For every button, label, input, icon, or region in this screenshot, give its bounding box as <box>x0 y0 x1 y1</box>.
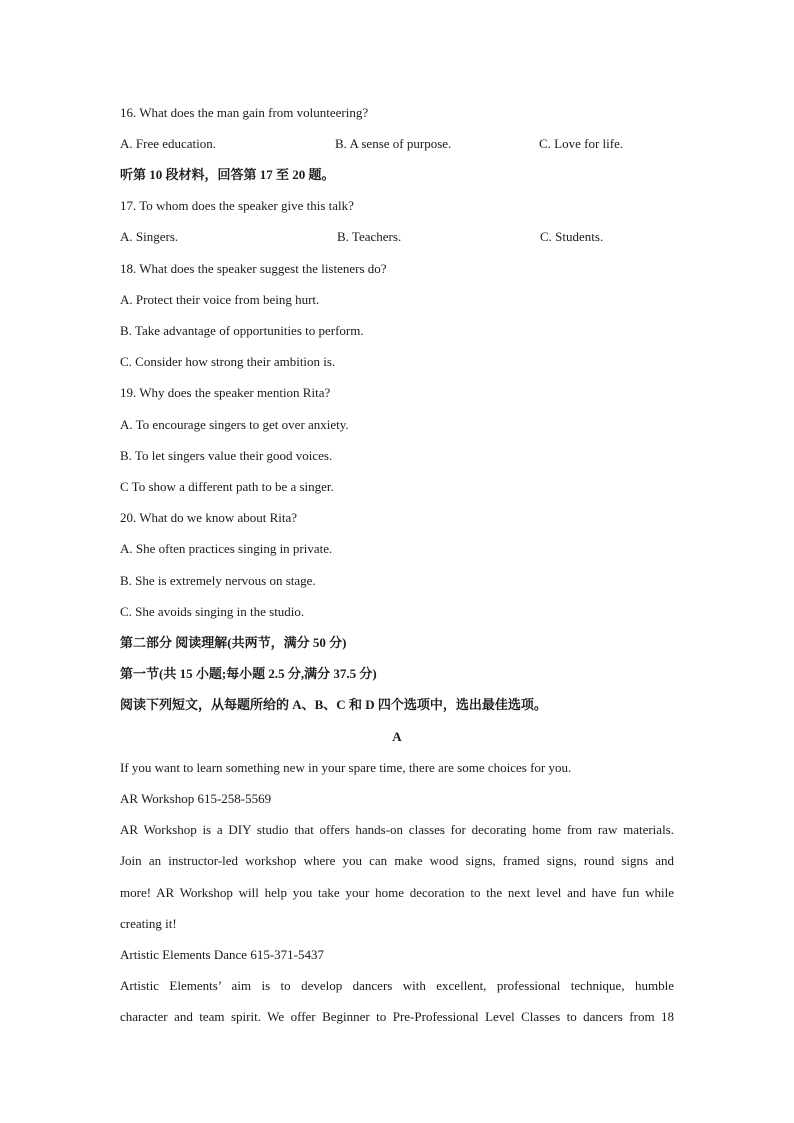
q18-option-a: A. Protect their voice from being hurt. <box>120 292 320 307</box>
q16-option-a: A. Free education. <box>120 136 217 151</box>
question-20: 20. What do we know about Rita? <box>120 510 298 525</box>
reading-instruction: 阅读下列短文，从每题所给的 A、B、C 和 D 四个选项中，选出最佳选项。 <box>120 697 547 712</box>
artistic-elements-title: Artistic Elements Dance 615-371-5437 <box>120 947 324 962</box>
ar-workshop-text-line: AR Workshop is a DIY studio that offers hands-on classes for decorating home from raw materials. <box>120 822 674 837</box>
q20-option-c: C. She avoids singing in the studio. <box>120 604 305 619</box>
q20-option-b: B. She is extremely nervous on stage. <box>120 573 316 588</box>
question-17: 17. To whom does the speaker give this talk? <box>120 198 354 213</box>
q19-option-a: A. To encourage singers to get over anxiety. <box>120 417 349 432</box>
q17-option-b: B. Teachers. <box>337 229 402 244</box>
ar-workshop-text-line: Join an instructor-led workshop where you can make wood signs, framed signs, round signs and <box>120 853 674 868</box>
q17-option-a: A. Singers. <box>120 229 179 244</box>
question-18: 18. What does the speaker suggest the listeners do? <box>120 261 387 276</box>
passage-intro: If you want to learn something new in your spare time, there are some choices for you. <box>120 760 572 775</box>
section-10-instruction: 听第 10 段材料，回答第 17 至 20 题。 <box>120 167 335 182</box>
q17-option-c: C. Students. <box>540 229 604 244</box>
artistic-elements-text-line: character and team spirit. We offer Beginner to Pre-Professional Level Classes to dancers from 18 <box>120 1009 674 1024</box>
section-1-heading: 第一节(共 15 小题;每小题 2.5 分,满分 37.5 分) <box>120 666 377 681</box>
passage-label: A <box>392 729 402 744</box>
ar-workshop-text-line: creating it! <box>120 916 177 931</box>
q20-option-a: A. She often practices singing in private. <box>120 541 333 556</box>
q18-option-c: C. Consider how strong their ambition is. <box>120 354 336 369</box>
part-2-heading: 第二部分 阅读理解(共两节，满分 50 分) <box>120 635 347 650</box>
q19-option-c: C To show a different path to be a singer. <box>120 479 334 494</box>
q18-option-b: B. Take advantage of opportunities to perform. <box>120 323 364 338</box>
q16-option-b: B. A sense of purpose. <box>335 136 452 151</box>
ar-workshop-title: AR Workshop 615-258-5569 <box>120 791 272 806</box>
q16-option-c: C. Love for life. <box>539 136 624 151</box>
question-19: 19. Why does the speaker mention Rita? <box>120 385 331 400</box>
question-16: 16. What does the man gain from volunteering? <box>120 105 369 120</box>
artistic-elements-text-line: Artistic Elements’ aim is to develop dancers with excellent, professional technique, humble <box>120 978 674 993</box>
q19-option-b: B. To let singers value their good voices. <box>120 448 333 463</box>
ar-workshop-text-line: more! AR Workshop will help you take your home decoration to the next level and have fun while <box>120 885 674 900</box>
